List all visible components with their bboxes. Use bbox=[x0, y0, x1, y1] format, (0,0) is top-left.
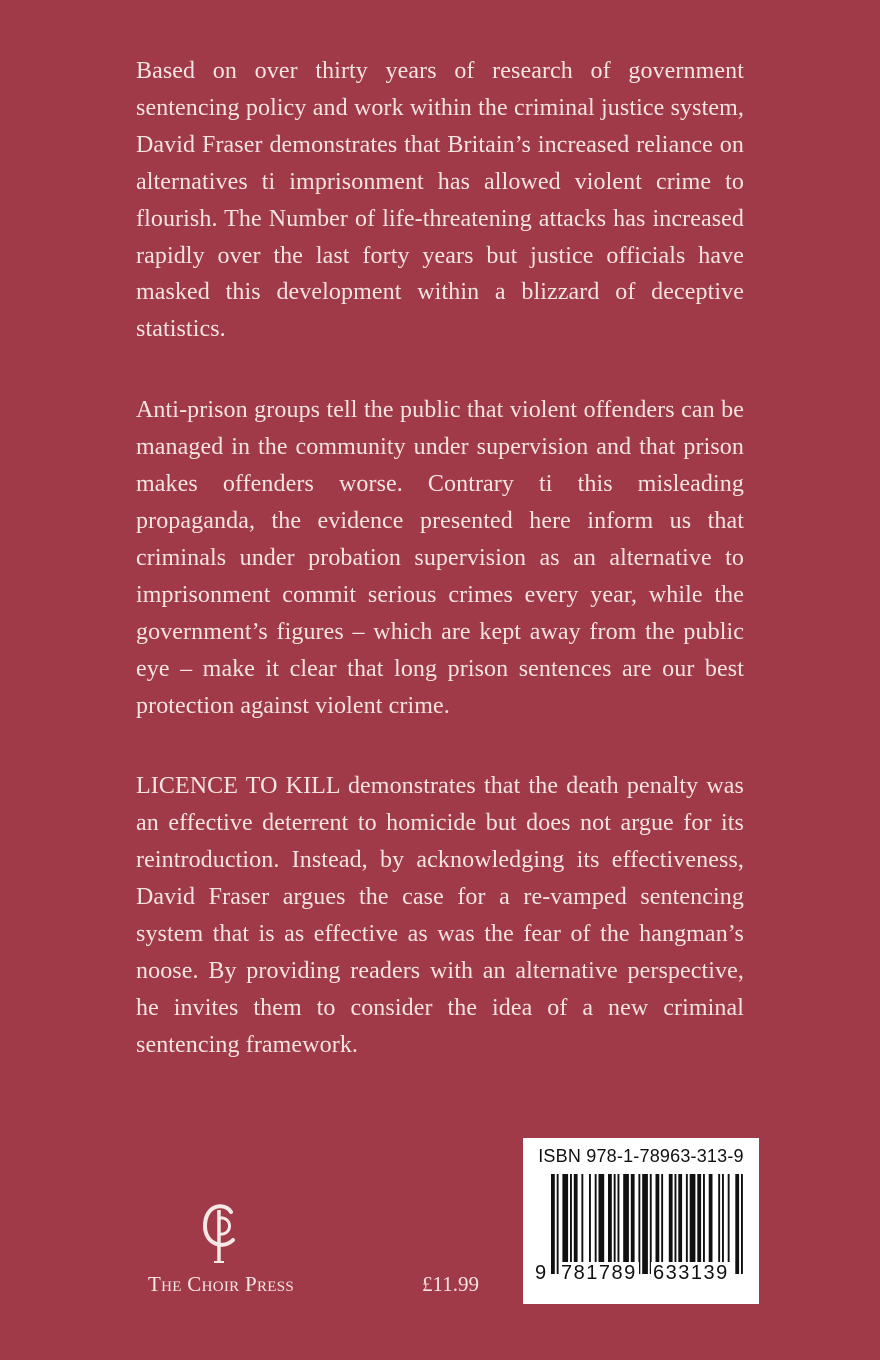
barcode-bar bbox=[589, 1174, 591, 1274]
barcode-bar bbox=[557, 1174, 559, 1274]
publisher-imprint bbox=[136, 1200, 306, 1300]
barcode-bar bbox=[661, 1174, 663, 1274]
barcode-digit-first: 9 bbox=[535, 1262, 548, 1284]
blurb-paragraph-3: LICENCE TO KILL demonstrates that the death penalty was an effective deterrent to homicide but does not argue for its reintroduction. Instead, by acknowledging its effectiveness, David Fraser argues the case for a re-vamped sentencing system that is as effective as was the fear of the hangman’s noose. By providing readers with an alternative perspective, he invites them to consider the idea of a new criminal sentencing framework. bbox=[136, 773, 744, 1058]
barcode-bar bbox=[656, 1174, 660, 1274]
barcode-bar bbox=[551, 1174, 555, 1274]
barcode-bar bbox=[686, 1174, 688, 1274]
publisher-name: The Choir Press bbox=[147, 1272, 295, 1296]
barcode-bar bbox=[581, 1174, 583, 1274]
barcode-bar bbox=[608, 1174, 612, 1274]
price-label: £11.99 bbox=[422, 1272, 479, 1296]
choir-press-logo-icon bbox=[199, 1200, 243, 1264]
barcode-bar bbox=[614, 1174, 616, 1274]
blurb-text bbox=[136, 53, 744, 1064]
barcode-bar bbox=[631, 1174, 635, 1274]
barcode-digits-right: 633139 bbox=[653, 1262, 729, 1284]
barcode-bar bbox=[703, 1174, 705, 1274]
barcode-bar bbox=[735, 1174, 739, 1274]
barcode-bar bbox=[741, 1174, 743, 1274]
barcode-bar bbox=[618, 1174, 620, 1274]
barcode-bar bbox=[570, 1174, 572, 1274]
barcode-bars bbox=[523, 1174, 759, 1274]
barcode-bar bbox=[678, 1174, 682, 1274]
barcode-bar bbox=[718, 1174, 720, 1274]
blurb-paragraph-2: Anti-prison groups tell the public that violent offenders can be managed in the community under supervision and that prison makes offenders worse. Contrary ti this misleading propaganda, the evidence presented here inform us that criminals under probation supervision as an alternative to imprisonment commit serious crimes every year, while the government’s figures – which are kept away from the public eye – make it clear that long prison sentences are our best protection against violent crime. bbox=[136, 397, 744, 719]
isbn-barcode bbox=[523, 1138, 759, 1304]
blurb-paragraph-1: Based on over thirty years of research of government sentencing policy and work within the criminal justice system, David Fraser demonstrates that Britain’s increased reliance on alternatives ti imprisonment has allowed violent crime to flourish. The Number of life-threatening attacks has increased rapidly over the last forty years but justice officials have masked this development within a blizzard of deceptive statistics. bbox=[136, 58, 744, 343]
barcode-bar bbox=[722, 1174, 724, 1274]
barcode-bar bbox=[728, 1174, 730, 1274]
barcode-bar bbox=[669, 1174, 673, 1274]
barcode-digits-left: 781789 bbox=[561, 1262, 637, 1284]
barcode-bar bbox=[650, 1174, 652, 1274]
barcode-bar bbox=[562, 1174, 568, 1274]
barcode-bar bbox=[638, 1174, 640, 1274]
barcode-bar bbox=[690, 1174, 696, 1274]
barcode-bar bbox=[709, 1174, 713, 1274]
isbn-label: ISBN 978-1-78963-313-9 bbox=[538, 1146, 744, 1166]
barcode-bar bbox=[574, 1174, 578, 1274]
barcode-bar bbox=[642, 1174, 648, 1274]
barcode-bar bbox=[595, 1174, 597, 1274]
barcode-bar bbox=[599, 1174, 605, 1274]
barcode-bar bbox=[623, 1174, 629, 1274]
barcode-bar bbox=[675, 1174, 677, 1274]
barcode-bar bbox=[697, 1174, 701, 1274]
